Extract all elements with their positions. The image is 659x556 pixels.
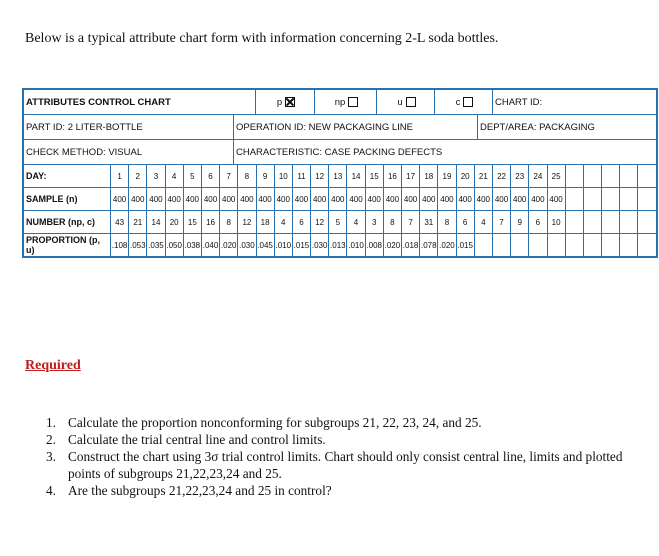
item-text: Calculate the proportion nonconforming for subgroups 21, 22, 23, 24, and 25.: [68, 415, 482, 430]
part-row: [24, 115, 656, 140]
proportion-cell: .030: [311, 234, 329, 256]
sample-cell: 400: [475, 188, 493, 210]
sample-cell: 400: [548, 188, 566, 210]
sample-cell: 400: [529, 188, 547, 210]
list-item: [46, 448, 650, 482]
proportion-cell: .040: [202, 234, 220, 256]
sample-values: [110, 188, 656, 210]
sample-cell: 400: [129, 188, 147, 210]
day-label: DAY:: [26, 171, 47, 181]
number-row: [24, 211, 656, 234]
required-heading: Required: [25, 358, 81, 373]
item-text: Construct the chart using 3σ trial control limits. Chart should only consist central line, limits and plotted points of subgroups 21,22,23,24 and 25.: [68, 449, 623, 481]
number-cell: 8: [220, 211, 238, 233]
sample-cell: [602, 188, 620, 210]
day-row: [24, 165, 656, 188]
proportion-cell: .020: [438, 234, 456, 256]
day-cell: 4: [166, 165, 184, 187]
day-cell: 7: [220, 165, 238, 187]
day-cell: 8: [238, 165, 256, 187]
chart-type-c-label: c: [455, 96, 461, 108]
sample-cell: 400: [420, 188, 438, 210]
number-cell: 9: [511, 211, 529, 233]
number-cell: 8: [438, 211, 456, 233]
day-cell: [620, 165, 638, 187]
proportion-cell: [511, 234, 529, 256]
number-cell: 18: [257, 211, 275, 233]
number-cell: 7: [402, 211, 420, 233]
proportion-cell: .013: [329, 234, 347, 256]
number-cell: 20: [166, 211, 184, 233]
attributes-control-chart-form: [22, 88, 658, 258]
sample-cell: [620, 188, 638, 210]
sample-cell: 400: [275, 188, 293, 210]
item-text: Are the subgroups 21,22,23,24 and 25 in control?: [68, 483, 332, 498]
sample-cell: 400: [220, 188, 238, 210]
proportion-cell: .045: [257, 234, 275, 256]
sample-cell: 400: [384, 188, 402, 210]
day-cell: [566, 165, 584, 187]
number-cell: 14: [147, 211, 165, 233]
sample-cell: 400: [438, 188, 456, 210]
number-cell: 5: [329, 211, 347, 233]
day-cell: 19: [438, 165, 456, 187]
day-cell: 5: [184, 165, 202, 187]
sample-cell: 400: [329, 188, 347, 210]
item-number: 1.: [46, 415, 56, 430]
day-cell: [584, 165, 602, 187]
proportion-cell: .010: [347, 234, 365, 256]
number-label: NUMBER (np, c): [26, 217, 95, 227]
checked-box-icon: [285, 97, 295, 107]
proportion-cell: [548, 234, 566, 256]
sample-cell: 400: [202, 188, 220, 210]
proportion-cell: [620, 234, 638, 256]
form-title: ATTRIBUTES CONTROL CHART: [24, 90, 256, 114]
number-cell: 21: [129, 211, 147, 233]
day-cell: 2: [129, 165, 147, 187]
sample-cell: 400: [311, 188, 329, 210]
item-number: 2.: [46, 432, 56, 447]
part-id: PART ID: 2 LITER-BOTTLE: [24, 115, 234, 139]
sample-cell: 400: [366, 188, 384, 210]
number-cell: 6: [529, 211, 547, 233]
number-cell: 4: [347, 211, 365, 233]
proportion-cell: [529, 234, 547, 256]
unchecked-box-icon: [463, 97, 473, 107]
chart-type-p-label: p: [276, 96, 283, 108]
list-item: [46, 414, 650, 431]
sample-cell: 400: [238, 188, 256, 210]
number-cell: 7: [493, 211, 511, 233]
proportion-cell: .020: [384, 234, 402, 256]
item-number: 3.: [46, 449, 56, 464]
proportion-cell: .018: [402, 234, 420, 256]
day-cell: 23: [511, 165, 529, 187]
sample-cell: 400: [493, 188, 511, 210]
proportion-cell: .078: [420, 234, 438, 256]
proportion-cell: .038: [184, 234, 202, 256]
day-cell: 3: [147, 165, 165, 187]
day-cell: 9: [257, 165, 275, 187]
sample-cell: 400: [293, 188, 311, 210]
proportion-row: [24, 234, 656, 256]
number-cell: 31: [420, 211, 438, 233]
number-cell: 10: [548, 211, 566, 233]
day-cell: 21: [475, 165, 493, 187]
number-cell: [566, 211, 584, 233]
sample-cell: 400: [166, 188, 184, 210]
number-cell: [620, 211, 638, 233]
day-cell: 14: [347, 165, 365, 187]
question-list: [46, 414, 650, 499]
chart-type-np-label: np: [334, 96, 346, 108]
day-cell: 10: [275, 165, 293, 187]
number-cell: 4: [475, 211, 493, 233]
day-cell: 12: [311, 165, 329, 187]
sample-label: SAMPLE (n): [26, 194, 78, 204]
day-cell: 1: [111, 165, 129, 187]
day-cell: 22: [493, 165, 511, 187]
sample-cell: 400: [347, 188, 365, 210]
proportion-label: PROPORTION (p, u): [26, 235, 100, 255]
day-cell: 24: [529, 165, 547, 187]
proportion-cell: .010: [275, 234, 293, 256]
sample-cell: 400: [257, 188, 275, 210]
check-method: CHECK METHOD: VISUAL: [24, 140, 234, 164]
proportion-cell: [566, 234, 584, 256]
item-number: 4.: [46, 483, 56, 498]
number-cell: [584, 211, 602, 233]
number-cell: [602, 211, 620, 233]
proportion-values: [110, 234, 656, 256]
chart-type-c: [435, 90, 493, 114]
sample-cell: 400: [111, 188, 129, 210]
proportion-cell: [493, 234, 511, 256]
proportion-cell: .020: [220, 234, 238, 256]
number-cell: 15: [184, 211, 202, 233]
sample-cell: 400: [511, 188, 529, 210]
day-cell: 18: [420, 165, 438, 187]
list-item: [46, 431, 650, 448]
chart-type-u: [377, 90, 435, 114]
day-values: [110, 165, 656, 187]
proportion-cell: .035: [147, 234, 165, 256]
sample-cell: 400: [402, 188, 420, 210]
number-cell: 4: [275, 211, 293, 233]
item-text: Calculate the trial central line and control limits.: [68, 432, 326, 447]
number-cell: 6: [457, 211, 475, 233]
day-cell: 11: [293, 165, 311, 187]
number-cell: 16: [202, 211, 220, 233]
chart-id: CHART ID:: [495, 96, 543, 108]
number-cell: 3: [366, 211, 384, 233]
day-cell: 25: [548, 165, 566, 187]
proportion-cell: .030: [238, 234, 256, 256]
proportion-cell: .108: [111, 234, 129, 256]
day-cell: 20: [457, 165, 475, 187]
sample-cell: [584, 188, 602, 210]
form-title-row: [24, 90, 656, 115]
sample-cell: 400: [457, 188, 475, 210]
day-cell: 16: [384, 165, 402, 187]
chart-type-np: [315, 90, 377, 114]
characteristic: CHARACTERISTIC: CASE PACKING DEFECTS: [236, 146, 443, 158]
number-values: [110, 211, 656, 233]
proportion-cell: .050: [166, 234, 184, 256]
chart-type-u-label: u: [397, 96, 403, 108]
proportion-cell: [602, 234, 620, 256]
proportion-cell: .015: [293, 234, 311, 256]
sample-cell: 400: [147, 188, 165, 210]
day-cell: 15: [366, 165, 384, 187]
day-cell: 17: [402, 165, 420, 187]
unchecked-box-icon: [348, 97, 358, 107]
sample-cell: 400: [184, 188, 202, 210]
dept-area: DEPT/AREA: PACKAGING: [480, 121, 595, 133]
number-cell: 43: [111, 211, 129, 233]
chart-type-p: [256, 90, 315, 114]
proportion-cell: [475, 234, 493, 256]
check-row: [24, 140, 656, 165]
number-cell: 6: [293, 211, 311, 233]
proportion-cell: [584, 234, 602, 256]
sample-cell: [566, 188, 584, 210]
operation-id: OPERATION ID: NEW PACKAGING LINE: [234, 115, 478, 139]
proportion-cell: .015: [457, 234, 475, 256]
intro-text: Below is a typical attribute chart form with information concerning 2-L soda bottles.: [25, 31, 499, 46]
number-cell: 12: [238, 211, 256, 233]
proportion-cell: .008: [366, 234, 384, 256]
proportion-cell: .053: [129, 234, 147, 256]
day-cell: [602, 165, 620, 187]
number-cell: 12: [311, 211, 329, 233]
day-cell: 13: [329, 165, 347, 187]
number-cell: 8: [384, 211, 402, 233]
sample-row: [24, 188, 656, 211]
unchecked-box-icon: [406, 97, 416, 107]
list-item: [46, 482, 650, 499]
day-cell: 6: [202, 165, 220, 187]
